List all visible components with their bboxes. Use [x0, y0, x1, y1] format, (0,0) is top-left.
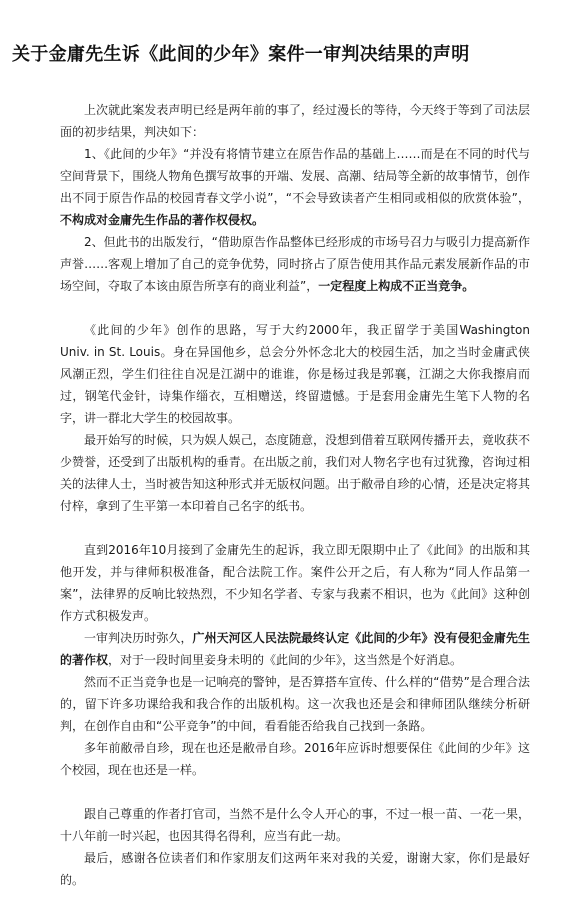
paragraph-judgment: 一审判决历时弥久，广州天河区人民法院最终认定《此间的少年》没有侵犯金庸先生的著作权，对于一段时间里妾身未明的《此间的少年》，这当然是个好消息。 [60, 631, 530, 667]
ruling-1-conclusion: 不构成对金庸先生作品的著作权侵权。 [60, 213, 265, 227]
document-title: 关于金庸先生诉《此间的少年》案件一审判决结果的声明 [12, 44, 470, 65]
document-body [60, 99, 530, 891]
paragraph-ruling-1: 1、《此间的少年》“并没有将情节建立在原告作品的基础上……而是在不同的时代与空间背景下，围绕人物角色撰写故事的开端、发展、高潮、结局等全新的故事情节，创作出不同于原告作品的校园青春文学小说”，“不会导致读者产生相同或相似的欣赏体验”，不构成对金庸先生作品的著作权侵权。 [60, 147, 530, 227]
paragraph-intro: 上次就此案发表声明已经是两年前的事了，经过漫长的等待，今天终于等到了司法层面的初步结果，判决如下： [60, 103, 530, 139]
paragraph-competition: 然而不正当竞争也是一记响亮的警钟，是否算搭车宣传、什么样的“借势”是合理合法的，留下许多功课给我和我合作的出版机构。这一次我也还是会和律师团队继续分析研判，在创作自由和“公平竞争”的中间，看看能否给我自己找到一条路。 [60, 675, 530, 733]
paragraph-ruling-2: 2、但此书的出版发行，“借助原告作品整体已经形成的市场号召力与吸引力提高新作声誉……客观上增加了自己的竞争优势，同时挤占了原告使用其作品元素发展新作品的市场空间，夺取了本该由原告所享有的商业利益”，一定程度上构成不正当竞争。 [60, 235, 530, 293]
paragraph-lawsuit: 直到2016年10月接到了金庸先生的起诉，我立即无限期中止了《此间》的出版和其他开发，并与律师积极准备，配合法院工作。案件公开之后，有人称为“同人作品第一案”，法律界的反响比较热烈，不少知名学者、专家与我素不相识，也为《此间》这种创作方式积极发声。 [60, 543, 530, 623]
paragraph-reflection: 跟自己尊重的作者打官司，当然不是什么令人开心的事，不过一根一苗、一花一果，十八年前一时兴起，也因其得名得利，应当有此一劫。 [60, 807, 530, 843]
paragraph-origin: 《此间的少年》创作的思路，写于大约2000年，我正留学于美国Washington Univ. in St. Louis。身在异国他乡，总会分外怀念北大的校园生活，加之当时金庸武侠风潮正烈，学生们往往自况是江湖中的谁谁，你是杨过我是郭襄，江湖之大你我擦肩而过，钢笔代金针，诗集作缁衣，互相赠送，终留遗憾。于是套用金庸先生笔下人物的名字，讲一群北大学生的校园故事。 [60, 323, 530, 425]
paragraph-publication: 最开始写的时候，只为娱人娱己，态度随意，没想到借着互联网传播开去，竟收获不少赞誉，还受到了出版机构的垂青。在出版之前，我们对人物名字也有过犹豫，咨询过相关的法律人士，当时被告知这种形式并无版权问题。出于敝帚自珍的心情，还是决定将其付梓，拿到了生平第一本印着自己名字的纸书。 [60, 433, 530, 513]
judgment-highlight: 广州天河区人民法院最终认定《此间的少年》没有侵犯金庸先生的著作权 [60, 631, 530, 667]
paragraph-thanks: 最后，感谢各位读者们和作家朋友们这两年来对我的关爱，谢谢大家，你们是最好的。 [60, 851, 530, 887]
ruling-2-conclusion: 一定程度上构成不正当竞争。 [318, 279, 475, 293]
paragraph-cherish: 多年前敝帚自珍，现在也还是敝帚自珍。2016年应诉时想要保住《此间的少年》这个校园，现在也还是一样。 [60, 741, 530, 777]
